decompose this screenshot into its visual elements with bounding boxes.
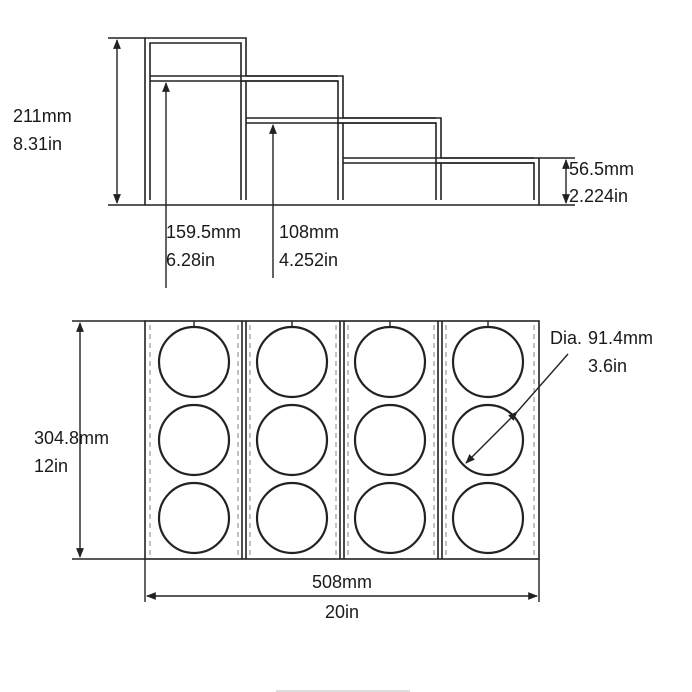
dim-total-height-mm: 211mm: [13, 106, 72, 126]
dim-hole-diameter-mm: 91.4mm: [588, 328, 654, 348]
dim-depth-mm: 304.8mm: [34, 428, 110, 448]
dim-step2-height-in: 6.28in: [166, 250, 216, 270]
step-shelf-2: [150, 76, 338, 200]
bottle-holes: [159, 321, 523, 553]
step-shelf-4: [343, 158, 534, 200]
stair-outline-outer: [145, 38, 539, 205]
dim-width-mm: 508mm: [311, 572, 373, 592]
dim-total-height: [108, 38, 145, 205]
step-shelf-3: [246, 118, 436, 200]
bottle-hole: [453, 327, 523, 397]
bottle-hole: [159, 405, 229, 475]
bottle-hole: [257, 405, 327, 475]
bottle-hole: [453, 483, 523, 553]
bottle-hole: [159, 483, 229, 553]
dim-total-height-in: 8.31in: [13, 134, 63, 154]
dim-step4-height-in: 2.224in: [569, 186, 629, 206]
dim-step4-height-mm: 56.5mm: [569, 159, 635, 179]
bottle-hole: [257, 327, 327, 397]
bottle-hole: [257, 483, 327, 553]
bottle-hole: [159, 327, 229, 397]
dim-step2-height-mm: 159.5mm: [166, 222, 242, 242]
dim-step3-height-in: 4.252in: [279, 250, 339, 270]
dim-hole-diameter-prefix: Dia.: [550, 328, 583, 348]
dim-width-in: 20in: [324, 602, 360, 622]
bottle-hole: [355, 483, 425, 553]
bottle-hole: [355, 327, 425, 397]
stair-outline-inner: [150, 43, 534, 200]
bottle-hole: [453, 405, 523, 475]
dim-depth-in: 12in: [34, 456, 69, 476]
side-view: [13, 38, 634, 288]
top-view: [34, 321, 653, 622]
dim-hole-diameter-in: 3.6in: [588, 356, 628, 376]
dim-step3-height-mm: 108mm: [279, 222, 340, 242]
bottle-hole: [355, 405, 425, 475]
